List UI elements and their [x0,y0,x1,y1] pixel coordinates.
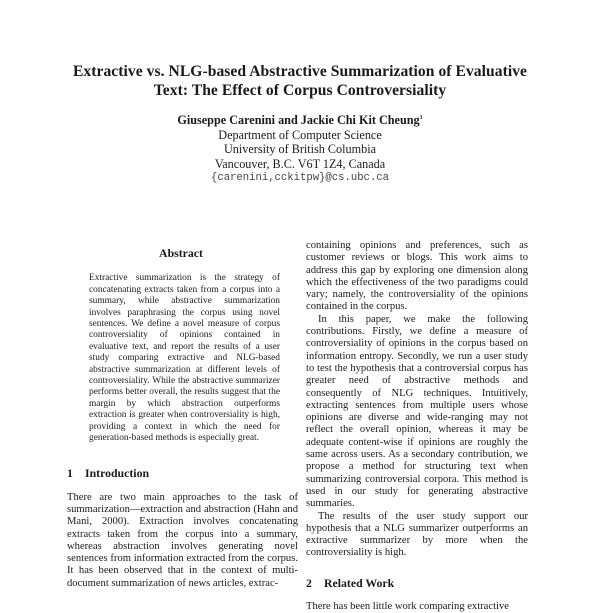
section-title: Introduction [85,466,150,481]
introduction-body [67,492,298,590]
paragraph: In this paper, we make the following contributions. Firstly, we define a measure of controversiality of opinions in the corpus based on information entropy. Secondly, we run a user study to test the hypothesis that a controversial corpus has greater need of abstractive methods and consequently of NLG techniques. Intuitively, extracting sentences from multiple users whose opinions are diverse and wide-ranging may not reflect the overall opinion, whereas it may be adequate content-wise if opinions are roughly the same across users. As a secondary contribution, we propose a method for structuring text when summarizing controversial corpora. This method is used in our study for generating abstractive summaries. [306,313,528,510]
paper-title [40,62,560,100]
paragraph: There has been little work comparing extractive [306,601,509,613]
author-block [100,111,500,186]
section-heading-introduction [67,467,290,479]
title-line-1: Extractive vs. NLG-based Abstractive Summarization of Evaluative [72,63,528,80]
section-heading-related-work [306,577,528,589]
author-names [100,111,500,128]
abstract-text: Extractive summarization is the strategy of concatenating extracts taken from a corpus into a summary, while abstractive summarization involves paraphrasing the corpus using novel sentences. We define a novel measure of corpus controversiality of opinions contained in evaluative text, and report the results of a user study comparing extractive and NLG-based abstractive summarization at different levels of controversiality. While the abstractive summarizer performs better overall, the results suggest that the margin by which abstraction outperforms extraction is greater when controversiality is high, providing a context in which the need for generation-based methods is especially great. [89,273,280,443]
abstract-heading: Abstract [159,246,203,260]
paragraph: The results of the user study support our hypothesis that a NLG summarizer outperforms an extractive summarizer by more when the controversiality is high. [306,510,528,559]
affiliation-address: Vancouver, B.C. V6T 1Z4, Canada [214,156,386,171]
section-number: 2 [306,575,312,590]
paragraph: There are two main approaches to the task of summarization—extraction and abstraction (Hahn and Mani, 2000). Extraction involves concatenating extracts taken from the corpus into a summary, whereas abstraction involves generating novel sentences from information extracted from the corpus. It has been observed that in the context of multi-document summarization of news articles, extrac- [67,491,298,589]
affiliation-univ: University of British Columbia [224,142,376,157]
right-column [306,240,528,613]
author-email: {carenini,cckitpw}@cs.ubc.ca [210,172,389,185]
section-number: 1 [67,466,73,481]
author-names-text: Giuseppe Carenini and Jackie Chi Kit Cheung [177,113,420,127]
paragraph: containing opinions and preferences, such as customer reviews or blogs. This work aims to address this gap by exploring one dimension along which the effectiveness of the two paradigms could vary; namely, the controversiality of the opinions contained in the corpus. [306,240,528,313]
footnote-mark: 1 [419,115,423,121]
section-title: Related Work [324,575,395,590]
affiliation-dept: Department of Computer Science [218,127,382,142]
title-line-2: Text: The Effect of Corpus Controversiality [153,82,447,99]
left-column [67,246,298,590]
